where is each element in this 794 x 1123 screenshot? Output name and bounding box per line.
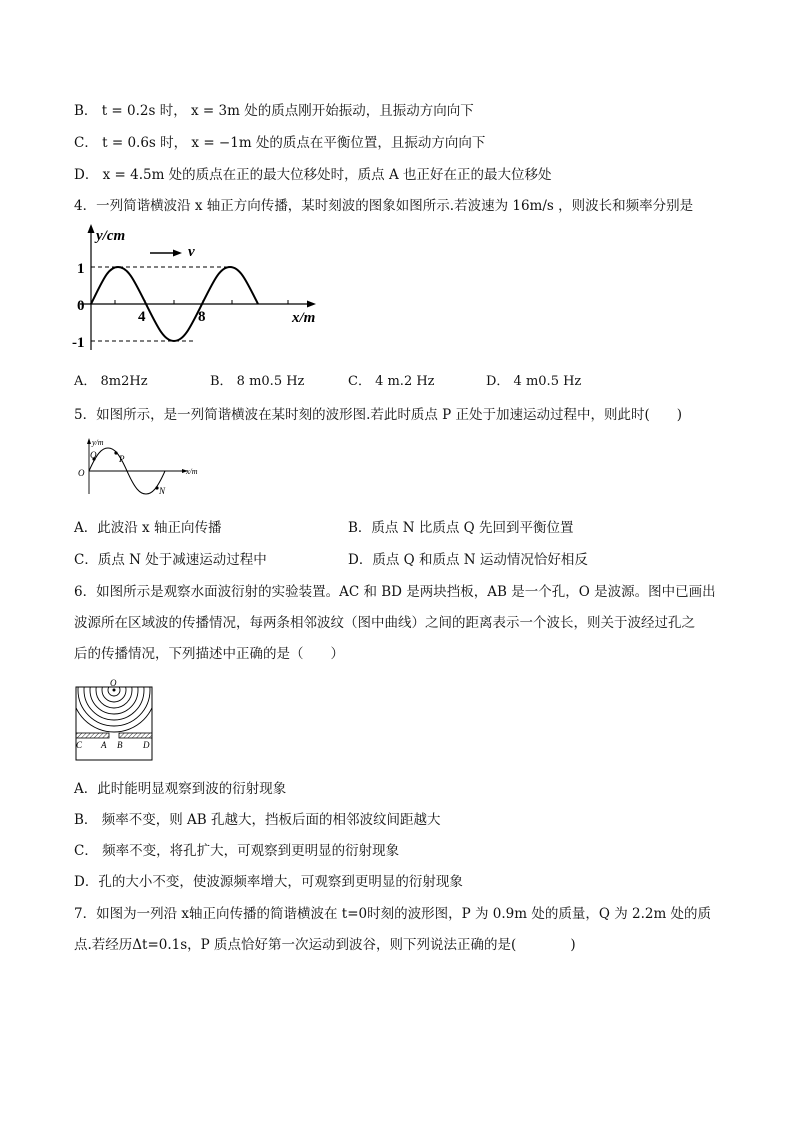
q4-y-tick-1: 1 [77, 261, 85, 277]
q4-y-tick-neg1: -1 [72, 335, 85, 351]
q4-x-axis-label: x/m [292, 310, 316, 326]
q4-stem: 4．一列简谐横波沿 x 轴正方向传播，某时刻波的图象如图所示.若波速为 16m/s ，则波长和频率分别是 [74, 198, 694, 214]
q4-option-a: A． 8m2Hz [74, 374, 148, 389]
q6-label-c: C [76, 740, 83, 750]
q6-label-d: D [143, 740, 150, 750]
q4-y-tick-0: 0 [77, 298, 85, 314]
q5-option-d: D．质点 Q 和质点 N 运动情况恰好相反 [348, 552, 588, 568]
prev-option-d: D． x = 4.5m 处的质点在正的最大位移处时，质点 A 也正好在正的最大位移处 [74, 167, 552, 183]
q5-point-n: N [159, 486, 166, 496]
q6-source-label: O [110, 678, 117, 688]
q4-y-axis-label: y/cm [96, 228, 126, 244]
q6-option-c: C． 频率不变，将孔扩大，可观察到更明显的衍射现象 [74, 843, 400, 859]
q4-option-c: C． 4 m.2 Hz [348, 374, 435, 389]
q5-x-axis-label: x/m [186, 467, 198, 476]
q4-option-d: D． 4 m0.5 Hz [486, 374, 582, 389]
q5-y-axis-label: y/m [92, 438, 104, 447]
q5-option-b: B．质点 N 比质点 Q 先回到平衡位置 [348, 520, 574, 536]
q6-stem-line-3: 后的传播情况，下列描述中正确的是（ ） [74, 646, 344, 662]
q4-x-tick-8: 8 [198, 309, 206, 325]
q6-label-b: B [117, 740, 123, 750]
q6-label-a: A [101, 740, 107, 750]
q4-wave-figure [70, 220, 330, 360]
q7-stem-line-1: 7．如图为一列沿 x轴正向传播的简谐横波在 t=0时刻的波形图，P 为 0.9m 处的质量，Q 为 2.2m 处的质 [74, 906, 712, 922]
q6-option-d: D．孔的大小不变，使波源频率增大，可观察到更明显的衍射现象 [74, 874, 463, 890]
q5-origin-label: O [78, 468, 85, 478]
q4-option-b: B． 8 m0.5 Hz [210, 374, 305, 389]
q4-velocity-label: v [188, 244, 195, 260]
q6-option-b: B． 频率不变，则 AB 孔越大，挡板后面的相邻波纹间距越大 [74, 812, 441, 828]
prev-option-b: B． t = 0.2s 时， x = 3m 处的质点刚开始振动，且振动方向向下 [74, 103, 474, 119]
q6-stem-line-1: 6．如图所示是观察水面波衍射的实验装置。AC 和 BD 是两块挡板，AB 是一个孔，O 是波源。图中已画出 [74, 584, 716, 600]
q5-wave-figure [76, 436, 211, 498]
q5-option-a: A．此波沿 x 轴正向传播 [74, 520, 222, 536]
q5-option-c: C．质点 N 处于减速运动过程中 [74, 552, 267, 568]
q4-x-tick-4: 4 [138, 309, 146, 325]
q5-point-p: P [119, 454, 125, 464]
q7-stem-line-2: 点.若经历Δt=0.1s，P 质点恰好第一次运动到波谷，则下列说法正确的是( ) [74, 937, 576, 953]
q6-diffraction-figure [73, 678, 157, 764]
prev-option-c: C． t = 0.6s 时， x = −1m 处的质点在平衡位置，且振动方向向下 [74, 135, 486, 151]
q5-point-q: Q [90, 450, 97, 460]
q6-stem-line-2: 波源所在区域波的传播情况，每两条相邻波纹（图中曲线）之间的距离表示一个波长，则关于波经过孔之 [74, 615, 695, 631]
q6-option-a: A．此时能明显观察到波的衍射现象 [74, 781, 287, 797]
q5-stem: 5．如图所示，是一列简谐横波在某时刻的波形图.若此时质点 P 正处于加速运动过程中，则此时( ) [74, 407, 683, 423]
